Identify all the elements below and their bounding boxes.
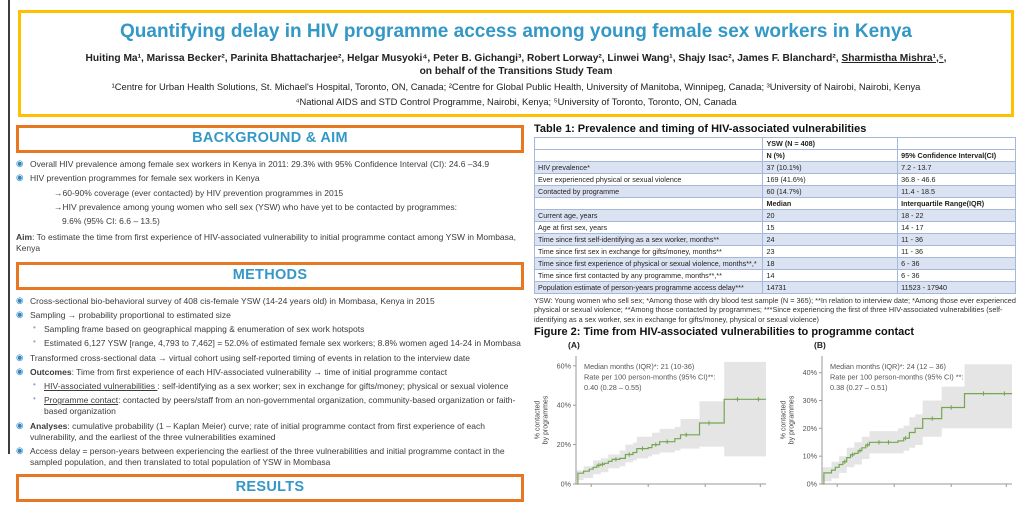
programme-contact-text: : contacted by peers/staff from an non-governmental organization, community-based organization or faith-based organization — [44, 395, 516, 417]
bullet-text: Transformed cross-sectional data → virtual cohort using self-reported timing of events in relation to the interview date — [30, 352, 471, 363]
table-row — [535, 162, 1016, 174]
bullet-icon: ◉ — [16, 308, 24, 319]
bullet-item — [16, 367, 524, 378]
bullet-icon: ◉ — [16, 365, 24, 376]
bullet-text: HIV prevention programmes for female sex workers in Kenya — [30, 173, 260, 184]
figure-panel-a — [534, 340, 772, 505]
background-heading: BACKGROUND & AIM — [192, 130, 348, 147]
table-row — [535, 174, 1016, 186]
svg-text:0.38 (0.27 – 0.51): 0.38 (0.27 – 0.51) — [830, 383, 888, 393]
analyses-label: Analyses — [30, 420, 68, 431]
bullet-text: Cross-sectional bio-behavioral survey of 408 cis-female YSW (14-24 years old) in Mombasa, Kenya in 2015 — [30, 295, 435, 306]
table-row — [535, 222, 1016, 234]
analyses-text: : cumulative probability (1 – Kaplan Meier) curve; rate of initial programme contact from first experience of each vulnerability, and the earliest of the three vulnerabilities examined — [30, 420, 485, 442]
table-cell: 95% Confidence Interval(CI) — [898, 150, 1016, 162]
table1-footnote: YSW: Young women who sell sex; *Among those with dry blood test sample (N = 365); **In relation to interview date; *Among those ever experienced physical or sexual violence; **Among those contacted by programmes; ***Since experiencing the first of three HIV-associated vulnerabilities (self-identifying as a sex worker, sex in exchange for gifts/money, physical or sexual violence) — [534, 296, 1016, 324]
kaplan-meier-chart-b — [780, 350, 1018, 505]
right-column — [534, 123, 1016, 508]
bullet-icon: ◉ — [16, 172, 24, 183]
table-cell: YSW (N = 408) — [763, 138, 898, 150]
table-cell: 15 — [763, 222, 898, 234]
value-item: 9.6% (95% CI: 6.6 – 13.5) — [62, 215, 160, 226]
table-cell: Time since first sex in exchange for gifts/money, months** — [535, 246, 763, 258]
table-cell: HIV prevalence* — [535, 162, 763, 174]
authors-suffix: , — [943, 52, 947, 64]
table-cell: 6 - 36 — [898, 270, 1016, 282]
background-list — [16, 159, 524, 255]
svg-text:Rate per 100 person-months (95: Rate per 100 person-months (95% CI)**: — [584, 372, 716, 382]
table-cell: 20 — [763, 210, 898, 222]
sub-bullet-item — [16, 338, 524, 349]
left-column — [16, 123, 524, 508]
sub-bullet-icon: • — [33, 323, 36, 333]
table-cell: Age at first sex, years — [535, 222, 763, 234]
table-cell: Current age, years — [535, 210, 763, 222]
svg-text:10%: 10% — [802, 451, 817, 461]
svg-text:0%: 0% — [806, 479, 817, 489]
page-edge-line — [8, 0, 10, 454]
aim-paragraph — [16, 232, 524, 254]
table-cell: 18 - 22 — [898, 210, 1016, 222]
bullet-text: Sampling → probability proportional to estimated size — [30, 309, 231, 320]
svg-text:% contactedby programmes: % contactedby programmes — [780, 395, 796, 445]
svg-text:0.40 (0.28 – 0.55): 0.40 (0.28 – 0.55) — [584, 383, 642, 393]
svg-text:20%: 20% — [556, 440, 571, 450]
bullet-text: Access delay = person-years between experiencing the earliest of the three vulnerabilities and initial programme contact in the sampled population, and then translated to total population of YSW in Mombasa — [30, 446, 505, 468]
table-row — [535, 138, 1016, 150]
table-cell: Interquartile Range(IQR) — [898, 198, 1016, 210]
sub-bullet-item — [16, 324, 524, 335]
poster-title: Quantifying delay in HIV programme access among young female sex workers in Kenya — [120, 21, 912, 42]
table-cell: N (%) — [763, 150, 898, 162]
table1-title: Table 1: Prevalence and timing of HIV-associated vulnerabilities — [534, 123, 867, 136]
poster — [16, 4, 1016, 508]
bullet-item — [16, 446, 524, 468]
svg-text:0%: 0% — [560, 479, 571, 489]
aim-label: Aim — [16, 232, 33, 243]
svg-text:% contactedby programmes: % contactedby programmes — [534, 395, 550, 445]
table-cell: 36.8 - 46.6 — [898, 174, 1016, 186]
table-row — [535, 234, 1016, 246]
authors-line — [31, 52, 1001, 65]
content-columns — [16, 123, 1016, 508]
svg-text:40%: 40% — [556, 400, 571, 410]
panel-a-label: (A) — [568, 340, 580, 351]
table-cell: 37 (10.1%) — [763, 162, 898, 174]
arrow-item — [16, 202, 524, 213]
table-cell: Contacted by programme — [535, 186, 763, 198]
table-row — [535, 210, 1016, 222]
author-underlined: Sharmistha Mishra¹,⁵ — [841, 52, 944, 64]
background-header-box — [16, 125, 524, 153]
table-cell: 23 — [763, 246, 898, 258]
svg-text:30%: 30% — [802, 396, 817, 406]
svg-text:Median months (IQR)*: 21 (10-3: Median months (IQR)*: 21 (10-36) — [584, 362, 695, 372]
table-cell: 11523 - 17940 — [898, 282, 1016, 294]
bullet-icon: ◉ — [16, 294, 24, 305]
table-cell: Population estimate of person-years programme access delay*** — [535, 282, 763, 294]
vulnerabilities-text: : self-identifying as a sex worker; sex in exchange for gifts/money; physical or sexual violence — [157, 380, 509, 391]
team-line: on behalf of the Transitions Study Team — [419, 66, 613, 78]
bullet-item — [16, 421, 524, 443]
table-row — [535, 198, 1016, 210]
table-cell: 14 — [763, 270, 898, 282]
sub-bullet-icon: • — [33, 394, 36, 404]
svg-text:Median months (IQR)*: 24 (12 –: Median months (IQR)*: 24 (12 – 36) — [830, 362, 946, 372]
table-cell: 24 — [763, 234, 898, 246]
results-heading: RESULTS — [235, 479, 305, 496]
arrow-text: →HIV prevalence among young women who sell sex (YSW) who have yet to be contacted by programmes: — [54, 201, 457, 212]
table-cell: Time since first experience of physical or sexual violence, months**,* — [535, 258, 763, 270]
bullet-item — [16, 310, 524, 321]
bullet-icon: ◉ — [16, 351, 24, 362]
sub-bullet-text: Estimated 6,127 YSW [range, 4,793 to 7,462] = 52.0% of estimated female sex workers; 8.8% women aged 14-24 in Mombasa — [44, 338, 521, 349]
sub-bullet-item — [16, 395, 524, 417]
authors-part1: Huiting Ma¹, Marissa Becker², Parinita Bhattacharjee², Helgar Musyoki⁴, Peter B. Gichangi³, Robert Lorway², Linwei Wang¹, Shajy Isac², James F. Blanchard², — [85, 52, 842, 64]
table-cell: 7.2 - 13.7 — [898, 162, 1016, 174]
bullet-icon: ◉ — [16, 445, 24, 456]
svg-text:40%: 40% — [802, 368, 817, 378]
table-cell: Ever experienced physical or sexual violence — [535, 174, 763, 186]
table-cell: Time since first contacted by any programme, months**,** — [535, 270, 763, 282]
table-row — [535, 270, 1016, 282]
table-cell: 11 - 36 — [898, 246, 1016, 258]
sub-bullet-icon: • — [33, 337, 36, 347]
kaplan-meier-chart-a — [534, 350, 772, 505]
aim-text: : To estimate the time from first experience of HIV-associated vulnerability to initial programme contact among YSW in Mombasa, Kenya — [16, 232, 516, 254]
table-row — [535, 258, 1016, 270]
figure2-charts — [534, 340, 1016, 505]
figure2-title: Figure 2: Time from HIV-associated vulnerabilities to programme contact — [534, 326, 915, 339]
bullet-text: Overall HIV prevalence among female sex workers in Kenya in 2011: 29.3% with 95% Confidence Interval (CI): 24.6 –34.9 — [30, 159, 490, 170]
bullet-icon: ◉ — [16, 158, 24, 169]
bullet-item — [16, 159, 524, 170]
svg-text:Rate per 100 person-months (95: Rate per 100 person-months (95% CI) **: — [830, 372, 964, 382]
table-row — [535, 246, 1016, 258]
sub-bullet-text: Sampling frame based on geographical mapping & enumeration of sex work hotspots — [44, 324, 365, 335]
affiliation-line-2: ⁴National AIDS and STD Control Programme, Nairobi, Kenya; ⁵University of Toronto, Toronto, ON, Canada — [295, 96, 737, 108]
bullet-item — [16, 173, 524, 184]
table-cell: 169 (41.6%) — [763, 174, 898, 186]
table1 — [534, 137, 1016, 294]
results-header-box — [16, 474, 524, 502]
arrow-text: →60-90% coverage (ever contacted) by HIV prevention programmes in 2015 — [54, 187, 344, 198]
table-row — [535, 150, 1016, 162]
table-cell — [535, 138, 763, 150]
table-row — [535, 186, 1016, 198]
bullet-item — [16, 296, 524, 307]
table-cell: 18 — [763, 258, 898, 270]
methods-header-box — [16, 262, 524, 290]
outcomes-label: Outcomes — [30, 366, 72, 377]
figure-panel-b — [780, 340, 1018, 505]
table-cell — [535, 150, 763, 162]
table-cell: 14 - 17 — [898, 222, 1016, 234]
table-cell: Median — [763, 198, 898, 210]
sub-bullet-icon: • — [33, 379, 36, 389]
table-cell: Time since first self-identifying as a sex worker, months** — [535, 234, 763, 246]
table-cell: 14731 — [763, 282, 898, 294]
table-row — [535, 282, 1016, 294]
affiliation-line-1: ¹Centre for Urban Health Solutions, St. Michael's Hospital, Toronto, ON, Canada; ²Centre for Global Public Health, University of Manitoba, Winnipeg, Canada; ³University of Nairobi, Nairobi, Kenya — [111, 81, 921, 93]
arrow-item — [16, 188, 524, 199]
programme-contact-label: Programme contact — [44, 395, 119, 406]
vulnerabilities-label: HIV-associated vulnerabilities — [44, 380, 158, 391]
table-cell — [535, 198, 763, 210]
svg-text:60%: 60% — [556, 361, 571, 371]
table-cell: 6 - 36 — [898, 258, 1016, 270]
bullet-icon: ◉ — [16, 419, 24, 430]
table1-body — [535, 138, 1016, 294]
table-cell — [898, 138, 1016, 150]
svg-text:20%: 20% — [802, 423, 817, 433]
methods-heading: METHODS — [232, 266, 308, 283]
outcomes-text: : Time from first experience of each HIV-associated vulnerability → time of initial programme contact — [71, 366, 448, 377]
methods-list — [16, 296, 524, 469]
table-cell: 60 (14.7%) — [763, 186, 898, 198]
table-cell: 11 - 36 — [898, 234, 1016, 246]
panel-b-label: (B) — [814, 340, 826, 351]
table-cell: 11.4 - 18.5 — [898, 186, 1016, 198]
title-box — [18, 10, 1014, 117]
sub-bullet-item — [16, 381, 524, 392]
bullet-item — [16, 353, 524, 364]
